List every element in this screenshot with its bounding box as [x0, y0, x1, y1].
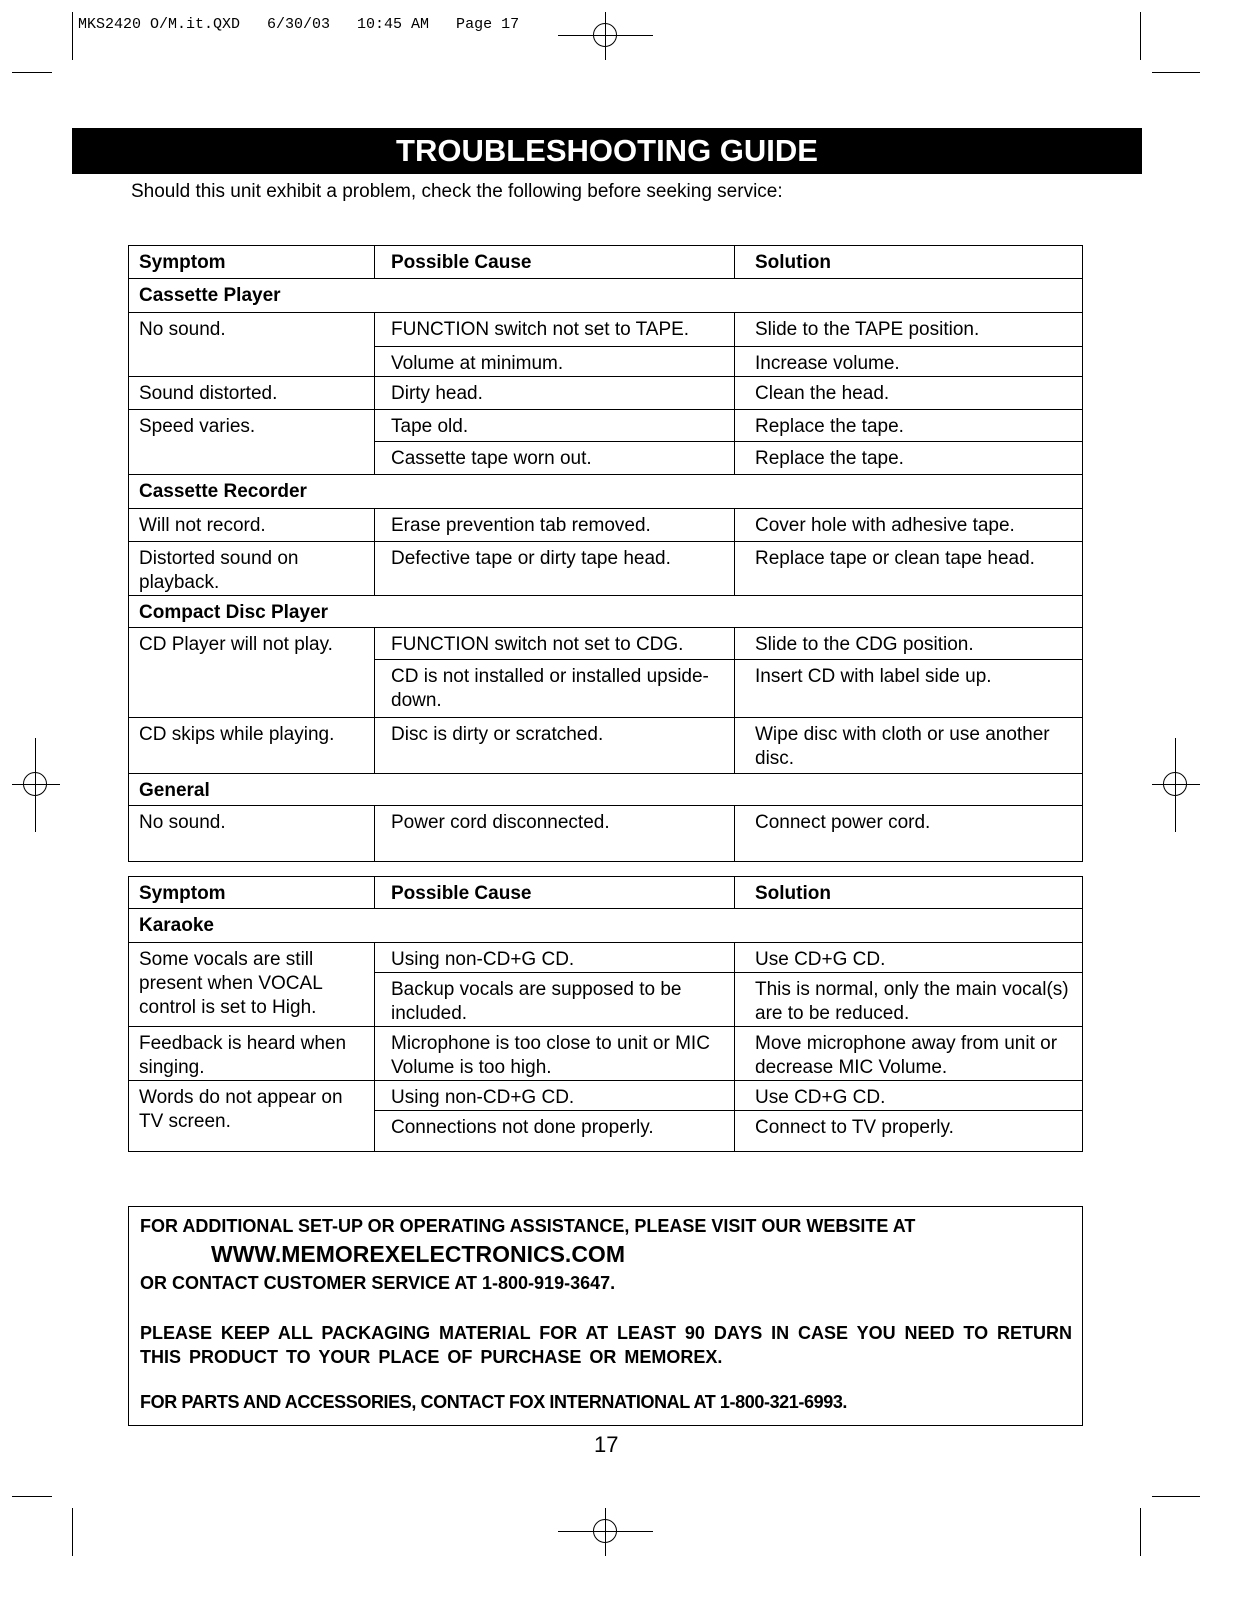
- solution-cell: Slide to the TAPE position.: [735, 313, 1083, 347]
- symptom-cell: CD Player will not play.: [129, 628, 375, 718]
- section-title: Compact Disc Player: [129, 596, 1083, 628]
- solution-cell: Connect power cord.: [735, 806, 1083, 862]
- cause-cell: Tape old.: [375, 410, 735, 442]
- print-slug: MKS2420 O/M.it.QXD 6/30/03 10:45 AM Page 17: [78, 16, 520, 33]
- solution-cell: Replace the tape.: [735, 410, 1083, 442]
- symptom-cell: Feedback is heard when singing.: [129, 1027, 375, 1081]
- symptom-cell: Sound distorted.: [129, 377, 375, 410]
- table-row: [129, 410, 1083, 442]
- page-number: 17: [594, 1432, 619, 1457]
- parts-contact-text: FOR PARTS AND ACCESSORIES, CONTACT FOX INTERNATIONAL AT 1-800-321-6993.: [140, 1392, 848, 1412]
- crop-mark: [12, 72, 52, 73]
- karaoke-troubleshooting-table: [128, 876, 1083, 1152]
- contact-info-box: [128, 1206, 1083, 1426]
- crop-mark: [12, 1496, 52, 1497]
- page-title: TROUBLESHOOTING GUIDE: [72, 128, 1142, 174]
- section-row: [129, 596, 1083, 628]
- possible-cause-header: Possible Cause: [375, 246, 735, 279]
- solution-cell: Move microphone away from unit or decrease MIC Volume.: [735, 1027, 1083, 1081]
- section-row: [129, 909, 1083, 943]
- solution-cell: Increase volume.: [735, 347, 1083, 377]
- cause-cell: CD is not installed or installed upside-down.: [375, 660, 735, 718]
- cause-cell: Using non-CD+G CD.: [375, 1081, 735, 1111]
- table-row: [129, 806, 1083, 862]
- symptom-header: Symptom: [129, 877, 375, 909]
- symptom-cell: No sound.: [129, 806, 375, 862]
- registration-mark: [593, 23, 617, 47]
- solution-cell: Slide to the CDG position.: [735, 628, 1083, 660]
- symptom-cell: Will not record.: [129, 509, 375, 542]
- solution-cell: Wipe disc with cloth or use another disc.: [735, 718, 1083, 774]
- cause-cell: FUNCTION switch not set to CDG.: [375, 628, 735, 660]
- solution-header: Solution: [735, 246, 1083, 279]
- section-row: [129, 475, 1083, 509]
- troubleshooting-table: [128, 245, 1083, 862]
- table-row: [129, 943, 1083, 973]
- cause-cell: Volume at minimum.: [375, 347, 735, 377]
- solution-cell: Replace the tape.: [735, 442, 1083, 475]
- assistance-text: FOR ADDITIONAL SET-UP OR OPERATING ASSISTANCE, PLEASE VISIT OUR WEBSITE AT: [140, 1216, 916, 1236]
- cause-cell: Microphone is too close to unit or MIC Volume is too high.: [375, 1027, 735, 1081]
- table-header-row: [129, 246, 1083, 279]
- cause-cell: Cassette tape worn out.: [375, 442, 735, 475]
- crop-mark: [1152, 1496, 1200, 1497]
- crop-mark: [1152, 72, 1200, 73]
- cause-cell: Defective tape or dirty tape head.: [375, 542, 735, 596]
- solution-cell: Use CD+G CD.: [735, 1081, 1083, 1111]
- symptom-cell: Some vocals are still present when VOCAL control is set to High.: [129, 943, 375, 1027]
- solution-cell: Insert CD with label side up.: [735, 660, 1083, 718]
- solution-cell: Use CD+G CD.: [735, 943, 1083, 973]
- cause-cell: Disc is dirty or scratched.: [375, 718, 735, 774]
- symptom-header: Symptom: [129, 246, 375, 279]
- registration-mark: [1163, 772, 1187, 796]
- table-row: [129, 542, 1083, 596]
- intro-text: Should this unit exhibit a problem, check the following before seeking service:: [131, 181, 783, 202]
- symptom-cell: Distorted sound on playback.: [129, 542, 375, 596]
- symptom-cell: Words do not appear on TV screen.: [129, 1081, 375, 1152]
- solution-cell: Cover hole with adhesive tape.: [735, 509, 1083, 542]
- table-row: [129, 313, 1083, 347]
- section-row: [129, 279, 1083, 313]
- cause-cell: Connections not done properly.: [375, 1111, 735, 1152]
- crop-mark: [1140, 1508, 1141, 1556]
- registration-mark: [23, 772, 47, 796]
- possible-cause-header: Possible Cause: [375, 877, 735, 909]
- website-link[interactable]: WWW.MEMOREXELECTRONICS.COM: [211, 1241, 625, 1267]
- table-row: [129, 509, 1083, 542]
- crop-mark: [72, 12, 73, 60]
- cause-cell: Erase prevention tab removed.: [375, 509, 735, 542]
- cause-cell: Dirty head.: [375, 377, 735, 410]
- table-row: [129, 377, 1083, 410]
- packaging-notice: PLEASE KEEP ALL PACKAGING MATERIAL FOR AT LEAST 90 DAYS IN CASE YOU NEED TO RETURN THIS PRODUCT TO YOUR PLACE OF PURCHASE OR MEMOREX.: [140, 1323, 1072, 1367]
- section-title: Cassette Player: [129, 279, 1083, 313]
- crop-mark: [72, 1508, 73, 1556]
- cause-cell: Backup vocals are supposed to be included.: [375, 973, 735, 1027]
- cause-cell: Using non-CD+G CD.: [375, 943, 735, 973]
- customer-service-text: OR CONTACT CUSTOMER SERVICE AT 1-800-919-3647.: [140, 1273, 616, 1293]
- registration-mark: [593, 1519, 617, 1543]
- table-row: [129, 1027, 1083, 1081]
- table-row: [129, 628, 1083, 660]
- solution-cell: Replace tape or clean tape head.: [735, 542, 1083, 596]
- table-row: [129, 1081, 1083, 1111]
- section-title: Karaoke: [129, 909, 1083, 943]
- solution-cell: This is normal, only the main vocal(s) are to be reduced.: [735, 973, 1083, 1027]
- solution-cell: Clean the head.: [735, 377, 1083, 410]
- table-row: [129, 718, 1083, 774]
- symptom-cell: Speed varies.: [129, 410, 375, 475]
- crop-mark: [1140, 12, 1141, 60]
- solution-cell: Connect to TV properly.: [735, 1111, 1083, 1152]
- section-title: General: [129, 774, 1083, 806]
- section-title: Cassette Recorder: [129, 475, 1083, 509]
- section-row: [129, 774, 1083, 806]
- cause-cell: FUNCTION switch not set to TAPE.: [375, 313, 735, 347]
- symptom-cell: CD skips while playing.: [129, 718, 375, 774]
- symptom-cell: No sound.: [129, 313, 375, 377]
- table-header-row: [129, 877, 1083, 909]
- solution-header: Solution: [735, 877, 1083, 909]
- cause-cell: Power cord disconnected.: [375, 806, 735, 862]
